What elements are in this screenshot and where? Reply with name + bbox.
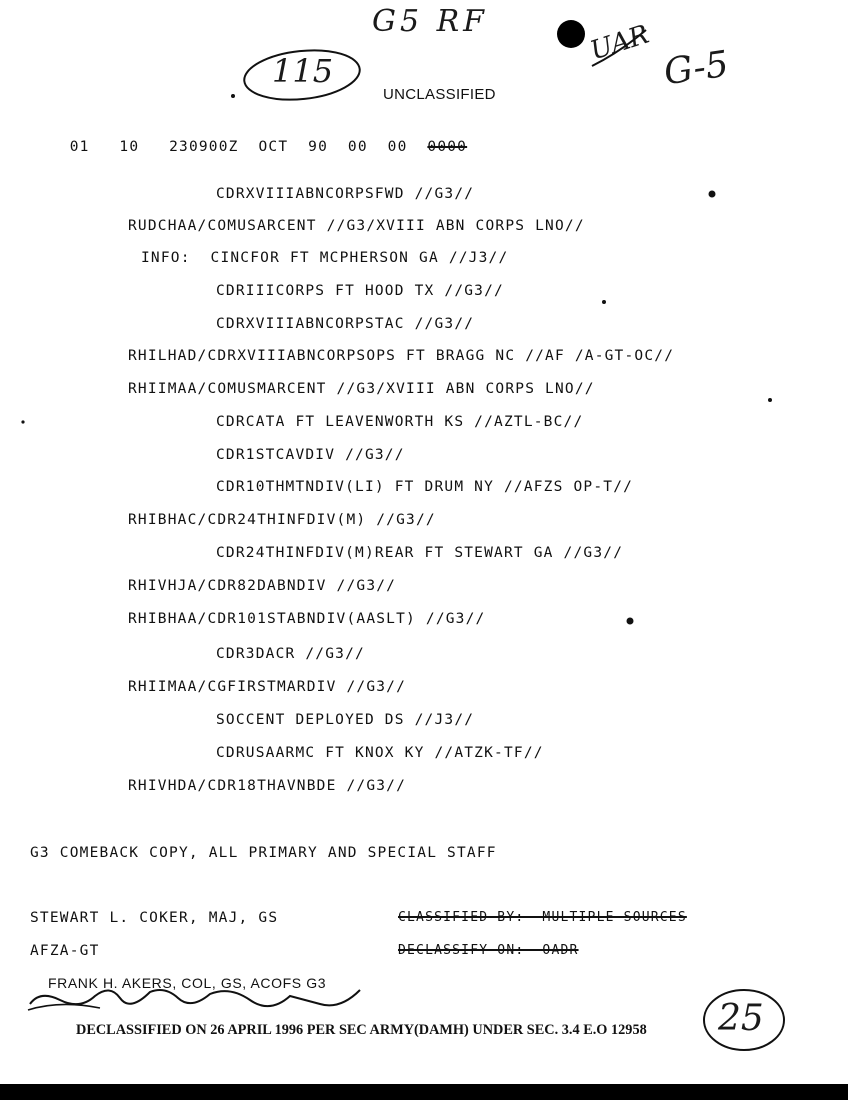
addressee-line: CDR3DACR //G3// xyxy=(216,646,365,662)
addressee-line: RHIBHAA/CDR101STABNDIV(AASLT) //G3// xyxy=(128,611,486,627)
signature-scribble xyxy=(30,990,360,1006)
year: 90 xyxy=(308,139,329,155)
initials-underline xyxy=(592,30,646,66)
comeback-copy: G3 COMEBACK COPY, ALL PRIMARY AND SPECIAL STAFF xyxy=(30,845,497,861)
classification-marking: UNCLASSIFIED xyxy=(383,86,496,103)
handwritten-top-note: G5 RF xyxy=(372,4,488,39)
circle-mark xyxy=(704,990,784,1050)
declassify-on: DECLASSIFY ON: OADR xyxy=(398,943,579,958)
seq-number: 01 xyxy=(69,139,90,155)
info-line: INFO: CINCFOR FT MCPHERSON GA //J3// xyxy=(141,250,509,266)
addressee-line: RHILHAD/CDRXVIIIABNCORPSOPS FT BRAGG NC //AF /A-GT-OC// xyxy=(128,348,675,364)
date-time-group: 230900Z xyxy=(169,139,239,155)
addressee-line: CDR24THINFDIV(M)REAR FT STEWART GA //G3// xyxy=(216,545,624,561)
struck-code: 0000 xyxy=(427,139,468,155)
addressee-line: RHIVHJA/CDR82DABNDIV //G3// xyxy=(128,578,397,594)
handwritten-circled-number: 115 xyxy=(272,52,334,90)
classified-by: CLASSIFIED BY: MULTIPLE SOURCES xyxy=(398,910,687,925)
declassification-stamp: DECLASSIFIED ON 26 APRIL 1996 PER SEC ARMY(DAMH) UNDER SEC. 3.4 E.O 12958 xyxy=(76,1022,647,1038)
addressee-line: CDR1STCAVDIV //G3// xyxy=(216,447,405,463)
releaser: FRANK H. AKERS, COL, GS, ACOFS G3 xyxy=(48,975,327,991)
addressee-line: RHIVHDA/CDR18THAVNBDE //G3// xyxy=(128,778,407,794)
speck xyxy=(768,398,772,402)
scan-border xyxy=(0,1084,848,1100)
handwritten-initials: UAR xyxy=(586,19,653,67)
msg-number: 10 xyxy=(119,139,140,155)
signature-underline xyxy=(28,1004,100,1010)
addressee-line: CDRXVIIIABNCORPSFWD //G3// xyxy=(216,186,475,202)
addressee-line: CDRCATA FT LEAVENWORTH KS //AZTL-BC// xyxy=(216,414,584,430)
addressee-line: CDRIIICORPS FT HOOD TX //G3// xyxy=(216,283,504,299)
addressee-line: CDR10THMTNDIV(LI) FT DRUM NY //AFZS OP-T// xyxy=(216,479,634,495)
addressee-line: RHIIMAA/COMUSMARCENT //G3/XVIII ABN CORPS LNO// xyxy=(128,381,595,397)
speck xyxy=(231,94,235,98)
addressee-line: CDRUSAARMC FT KNOX KY //ATZK-TF// xyxy=(216,745,544,761)
field-2: 00 xyxy=(387,139,408,155)
addressee-line: RHIIMAA/CGFIRSTMARDIV //G3// xyxy=(128,679,407,695)
speck xyxy=(602,300,606,304)
dtg-line xyxy=(30,120,467,174)
speck xyxy=(627,618,634,625)
handwritten-page-number: 25 xyxy=(718,998,764,1039)
circle-mark xyxy=(242,45,362,105)
drafter: STEWART L. COKER, MAJ, GS xyxy=(30,910,279,926)
handwritten-office: G-5 xyxy=(661,43,732,94)
addressee-line: SOCCENT DEPLOYED DS //J3// xyxy=(216,712,475,728)
month: OCT xyxy=(258,139,289,155)
office-symbol: AFZA-GT xyxy=(30,943,100,959)
field-1: 00 xyxy=(347,139,368,155)
addressee-line: RHIBHAC/CDR24THINFDIV(M) //G3// xyxy=(128,512,436,528)
speck xyxy=(21,420,24,423)
addressee-line: CDRXVIIIABNCORPSTAC //G3// xyxy=(216,316,475,332)
addressee-line: RUDCHAA/COMUSARCENT //G3/XVIII ABN CORPS LNO// xyxy=(128,218,585,234)
speck xyxy=(709,191,716,198)
